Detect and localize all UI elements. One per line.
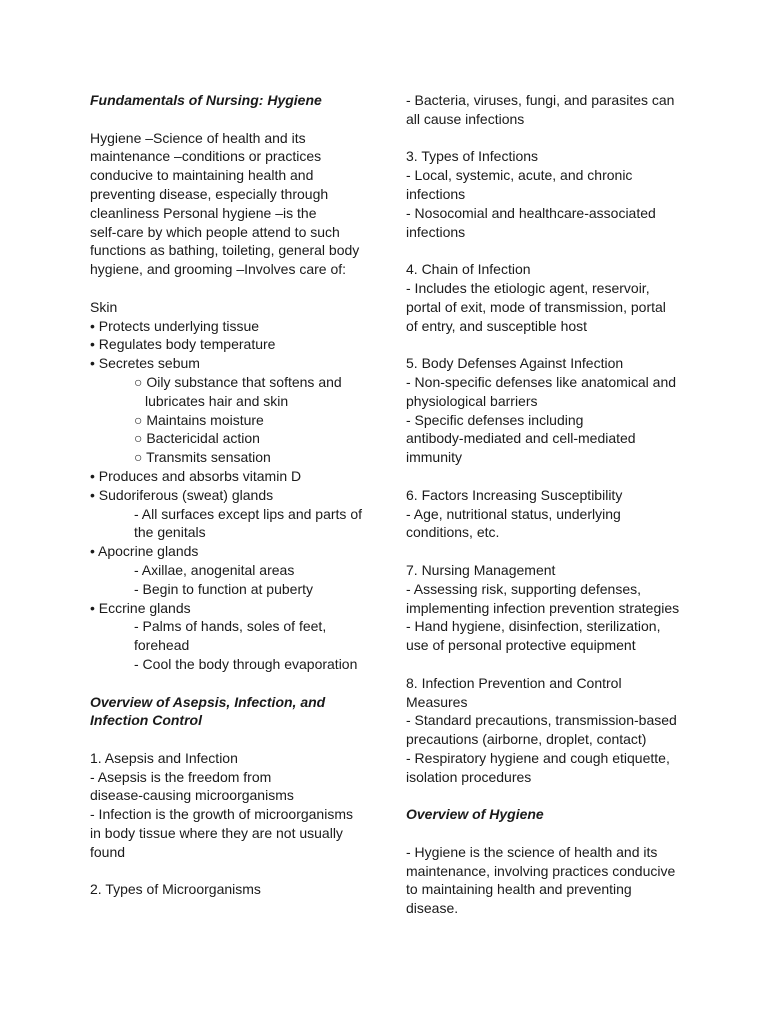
text-line: 6. Factors Increasing Susceptibility [406, 486, 623, 503]
skin-list-item: ○ Oily substance that softens and [134, 373, 342, 390]
text-line: infections [406, 223, 466, 240]
section-infection-prevention [406, 674, 696, 787]
text-line: - Asepsis is the freedom from [90, 768, 272, 785]
text-line: self-care by which people attend to such [90, 223, 340, 240]
text-line: antibody-mediated and cell-mediated [406, 430, 636, 447]
text-line: implementing infection prevention strategies [406, 599, 680, 616]
text-line: conducive to maintaining health and [90, 167, 314, 184]
text-line: - Non-specific defenses like anatomical and [406, 373, 677, 390]
right-column [406, 91, 696, 918]
text-line: functions as bathing, toileting, general body [90, 242, 360, 259]
skin-list-item: ○ Transmits sensation [134, 449, 271, 466]
text-line: portal of exit, mode of transmission, portal [406, 298, 666, 315]
text-line: - Age, nutritional status, underlying [406, 505, 621, 522]
text-line: - Bacteria, viruses, fungi, and parasites can [406, 92, 675, 108]
section-types-infections [406, 147, 696, 241]
skin-list-item: • Sudoriferous (sweat) glands [90, 486, 274, 503]
skin-list-item: ○ Maintains moisture [134, 411, 264, 428]
skin-list-item: - Axillae, anogenital areas [134, 561, 295, 578]
text-line: 2. Types of Microorganisms [90, 881, 261, 898]
section-body-defenses [406, 354, 696, 467]
text-line: isolation procedures [406, 768, 532, 785]
text-line: in body tissue where they are not usually [90, 825, 343, 842]
text-line: Hygiene –Science of health and its [90, 129, 306, 146]
section-chain-infection [406, 260, 696, 335]
text-line: 1. Asepsis and Infection [90, 749, 238, 766]
text-line: found [90, 843, 126, 860]
text-line: - Hand hygiene, disinfection, sterilization, [406, 618, 661, 635]
text-line: preventing disease, especially through [90, 185, 329, 202]
skin-list-item: • Regulates body temperature [90, 336, 276, 353]
text-line: - Infection is the growth of microorganisms [90, 806, 353, 823]
text-line: infections [406, 185, 466, 202]
skin-heading: Skin [90, 298, 118, 315]
section-asepsis-infection [90, 749, 380, 862]
text-line: - Includes the etiologic agent, reservoir, [406, 279, 650, 296]
text-line: cleanliness Personal hygiene –is the [90, 204, 317, 221]
skin-list-item: - All surfaces except lips and parts of [134, 505, 362, 522]
skin-list-item: - Palms of hands, soles of feet, [134, 618, 327, 635]
text-line: all cause infections [406, 110, 525, 127]
text-line: - Assessing risk, supporting defenses, [406, 580, 642, 597]
skin-list-item: the genitals [134, 524, 206, 541]
text-line: to maintaining health and preventing [406, 881, 632, 898]
text-line: 7. Nursing Management [406, 561, 556, 578]
text-line: - Respiratory hygiene and cough etiquette, [406, 749, 670, 766]
skin-list-item: • Apocrine glands [90, 543, 199, 560]
text-line: - Specific defenses including [406, 411, 584, 428]
left-column [90, 91, 380, 899]
skin-list-item: - Cool the body through evaporation [134, 655, 358, 672]
text-line: - Local, systemic, acute, and chronic [406, 167, 633, 184]
section-heading-asepsis-cont: Infection Control [90, 712, 202, 729]
skin-list-item: • Protects underlying tissue [90, 317, 260, 334]
section-nursing-management [406, 561, 696, 655]
skin-list-item: forehead [134, 637, 190, 654]
text-line: 5. Body Defenses Against Infection [406, 355, 624, 372]
document-title: Fundamentals of Nursing: Hygiene [90, 92, 322, 108]
skin-list-item: • Produces and absorbs vitamin D [90, 467, 302, 484]
skin-list-item: lubricates hair and skin [145, 392, 289, 409]
text-line: of entry, and susceptible host [406, 317, 588, 334]
text-line: precautions (airborne, droplet, contact) [406, 731, 647, 748]
text-line: 4. Chain of Infection [406, 261, 531, 278]
section-heading-hygiene: Overview of Hygiene [406, 806, 544, 823]
text-line: physiological barriers [406, 392, 538, 409]
text-line: - Hygiene is the science of health and its [406, 843, 658, 860]
text-line: maintenance –conditions or practices [90, 148, 322, 165]
section-types-microorganisms [90, 880, 380, 899]
skin-list-item: • Eccrine glands [90, 599, 191, 616]
text-line: Measures [406, 693, 468, 710]
intro-paragraph [90, 129, 380, 279]
text-line: 3. Types of Infections [406, 148, 539, 165]
text-line: hygiene, and grooming –Involves care of: [90, 261, 347, 278]
section-susceptibility [406, 486, 696, 542]
text-line: immunity [406, 449, 463, 466]
skin-list-item: • Secretes sebum [90, 355, 200, 372]
text-line: - Standard precautions, transmission-based [406, 712, 677, 729]
text-line: 8. Infection Prevention and Control [406, 674, 622, 691]
text-line: disease. [406, 900, 459, 917]
text-line: - Nosocomial and healthcare-associated [406, 204, 656, 221]
text-line: conditions, etc. [406, 524, 500, 541]
microorganisms-continued [406, 91, 696, 129]
section-heading-asepsis: Overview of Asepsis, Infection, and [90, 693, 326, 710]
text-line: use of personal protective equipment [406, 637, 636, 654]
skin-list-item: ○ Bactericidal action [134, 430, 260, 447]
section-hygiene-overview [406, 843, 696, 918]
text-line: maintenance, involving practices conducive [406, 862, 676, 879]
skin-list-item: - Begin to function at puberty [134, 580, 313, 597]
text-line: disease-causing microorganisms [90, 787, 294, 804]
skin-list [90, 317, 380, 674]
